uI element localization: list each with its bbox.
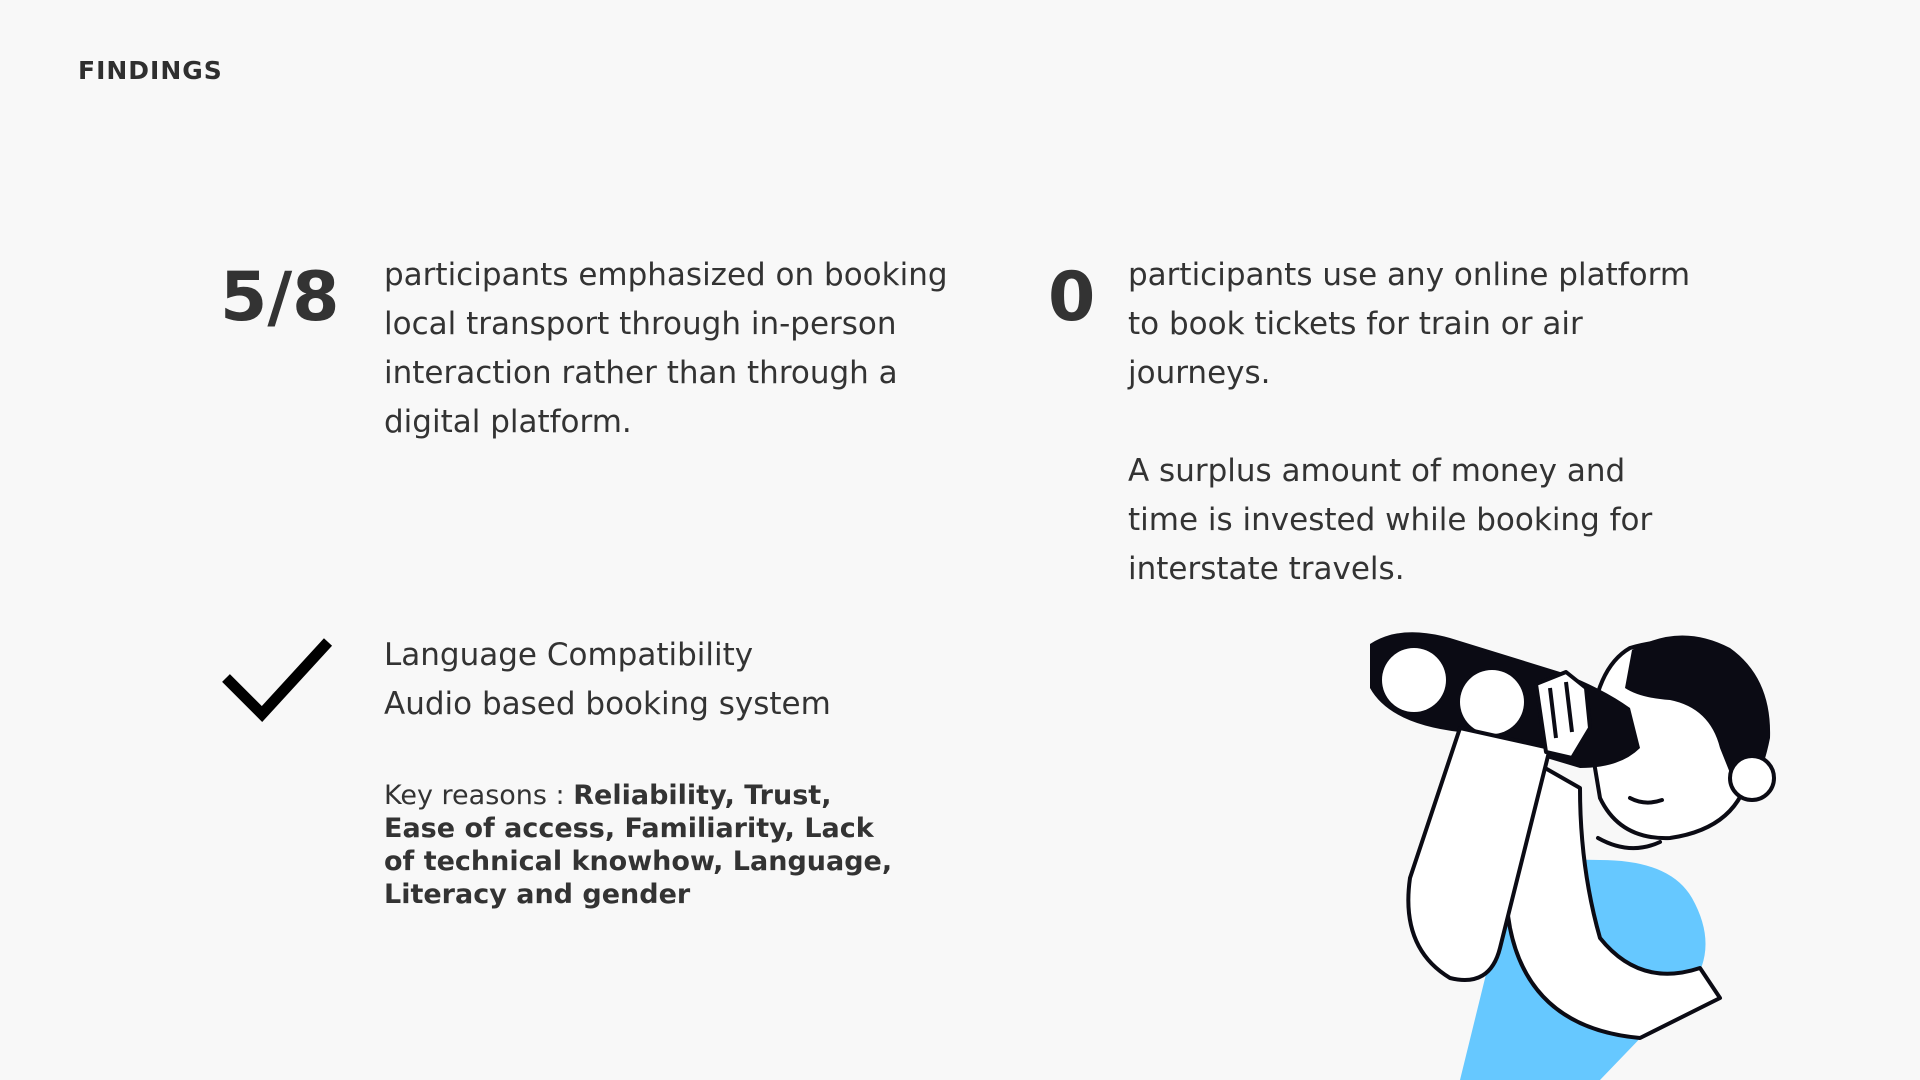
finding-2-text (1128, 251, 1698, 594)
key-reasons-list: Reliability, Trust, Ease of access, Familiarity, Lack of technical knowhow, Language, Literacy and gender (384, 780, 893, 910)
finding-2-number: 0 (1048, 258, 1096, 337)
key-reasons-label: Key reasons : (384, 780, 574, 811)
recommendation-line-1: Language Compatibility (384, 637, 754, 673)
recommendation-text (384, 631, 984, 729)
recommendation-line-2: Audio based booking system (384, 686, 831, 722)
checkmark-icon (222, 638, 334, 722)
key-reasons (384, 779, 904, 911)
finding-1-paragraph: participants emphasized on booking local transport through in-person interaction rather than through a digital platform. (384, 257, 948, 440)
finding-1-text (384, 251, 984, 447)
section-label: FINDINGS (78, 56, 223, 85)
finding-1-number: 5/8 (220, 258, 340, 337)
finding-2-paragraph: participants use any online platform to book tickets for train or air journeys. (1128, 257, 1691, 391)
person-with-binoculars-icon (1340, 628, 1800, 1080)
finding-2-paragraph-2: A surplus amount of money and time is invested while booking for interstate travels. (1128, 453, 1653, 587)
